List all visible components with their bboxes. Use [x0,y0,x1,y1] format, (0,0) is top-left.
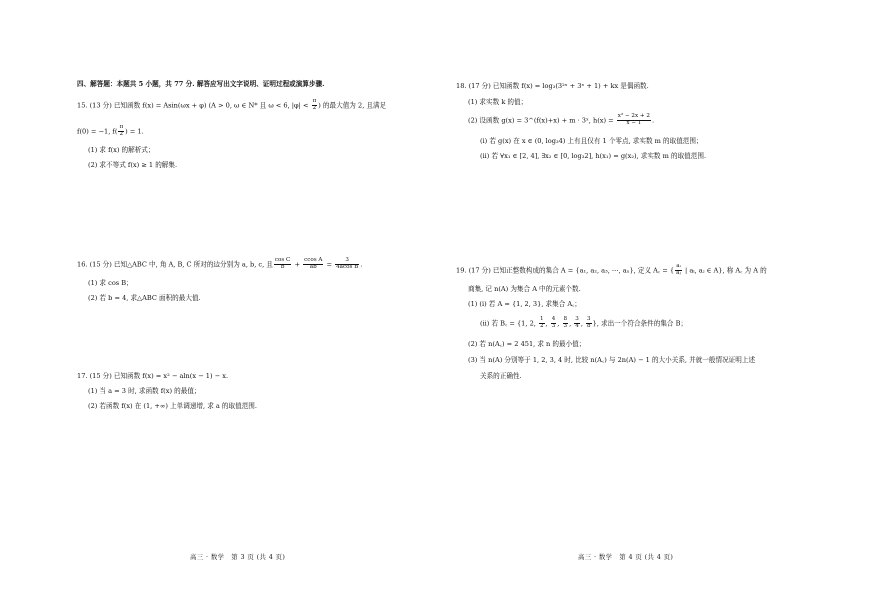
q15-stem-b: (A > 0, ω ∈ N* 且 ω < 6, |φ| < [208,101,311,110]
q16-frac1: $\frac{\text{cos C}}{b}$ [274,257,291,270]
q19-frac: $\frac{\text{aᵢ}}{\text{aⱼ}}$ [676,263,681,276]
q16-frac3: $\frac{3}{\text{4acos B}}$ [336,257,359,270]
q18-part1: (1) 求实数 k 的值； [468,98,528,106]
q15-stem [77,99,386,112]
q18-frac: $\frac{\text{x² − 2x + 2}}{x - 1}$ [617,113,650,126]
q19-stem-cont: 商集, 记 n(A) 为集合 A 中的元素个数. [468,285,581,293]
q15-cond-frac: $\frac{\pi}{2}$ [119,124,124,137]
q19-part1-ii: (ii) 若 B꜀ = {1, 2, $\frac{1}{2}$ , $\frac{4}{3}$ , $\frac{8}{3}$ , $\frac{3}{4}$ , $\frac{3}{8}$ }, 求出一个符合条件的集合 B； [480,316,688,329]
section-header: 四、解答题：本题共 5 小题，共 77 分. 解答应写出文字说明、证明过程或演算步骤. [77,80,325,88]
left-footer: 高三 · 数学 第 3 页 (共 4 页) [190,553,286,561]
q16-stem: 16. (15 分) 已知△ABC 中, 角 A, B, C 所对的边分别为 a, b, c, 且 $\frac{\text{cos C}}{b}$ + $\frac{\text{ccos A}}{ab}$ = $\frac{3}{\text{4acos B}}$ . [77,257,363,270]
q19-ratio-3: $\frac{8}{3}$ [563,316,568,329]
q19-ratio-2: $\frac{4}{3}$ [551,316,556,329]
q15-part2: (2) 求不等式 f(x) ≥ 1 的解集. [88,161,178,169]
q19-part3: (3) 当 n(A) 分别等于 1, 2, 3, 4 时, 比较 n(A꜀) 与 2n(A) − 1 的大小关系, 并就一般情况证明上述 [468,356,756,364]
q16-part2: (2) 若 b = 4, 求△ABC 面积的最大值. [88,294,201,302]
q15-stem-a: 15. (13 分) 已知函数 f(x) = Asin(ωx + φ) [77,101,209,110]
q18-part2: (2) 设函数 g(x) = 3^(f(x)+x) + m · 3ˣ, h(x) = $\frac{\text{x² − 2x + 2}}{x - 1}$ . [468,113,655,126]
right-footer: 高三 · 数学 第 4 页 (共 4 页) [578,553,674,561]
q19-ratio-4: $\frac{3}{4}$ [575,316,579,329]
q15-part1: (1) 求 f(x) 的解析式； [88,146,155,154]
q15-stem-frac: $\frac{\pi}{2}$ [312,98,317,111]
q18-sub1: (i) 若 g(x) 在 x ∈ (0, log₃4) 上有且仅有 1 个零点, 求实数 m 的取值范围； [480,137,703,145]
q17-stem: 17. (15 分) 已知函数 f(x) = x² − aln(x − 1) − x. [77,372,229,380]
q19-ratio-1: $\frac{1}{2}$ [539,316,544,329]
q16-frac2: $\frac{\text{ccos A}}{ab}$ [304,257,323,270]
q17-part2: (2) 若函数 f(x) 在 (1, +∞) 上单调递增, 求 a 的取值范围. [88,402,257,410]
q19-part3-cont: 关系的正确性. [480,372,522,380]
q19-part1: (1) (i) 若 A = {1, 2, 3}, 求集合 A꜀； [468,300,582,308]
q19-ratio-5: $\frac{3}{8}$ [587,316,591,329]
q19-stem: 19. (17 分) 已知正整数构成的集合 A = {a₁, a₂, a₃, ⋯, aₙ}, 定义 A꜀ = { $\frac{\text{aᵢ}}{\text{aⱼ}}$ | aᵢ, aⱼ ∈ A}, 称 A꜀ 为 A 的 [456,263,767,276]
q18-sub2: (ii) 若 ∀x₁ ∈ [2, 4], ∃x₂ ∈ [0, log₃2], h(x₁) = g(x₂), 求实数 m 的取值范围. [480,152,707,160]
q18-stem: 18. (17 分) 已知函数 f(x) = log₃(3²ˣ + 3ˣ + 1) + kx 是偶函数. [456,82,649,90]
q16-part1: (1) 求 cos B； [88,279,133,287]
q17-part1: (1) 当 a = 3 时, 求函数 f(x) 的最值； [88,387,201,395]
q19-part2: (2) 若 n(A꜀) = 2 451, 求 n 的最小值； [468,340,586,348]
q15-condition: f(0) = −1, f( $\frac{\pi}{2}$ ) = 1. [77,124,144,137]
q15-stem-c: ) 的最大值为 2, 且满足 [318,101,387,110]
